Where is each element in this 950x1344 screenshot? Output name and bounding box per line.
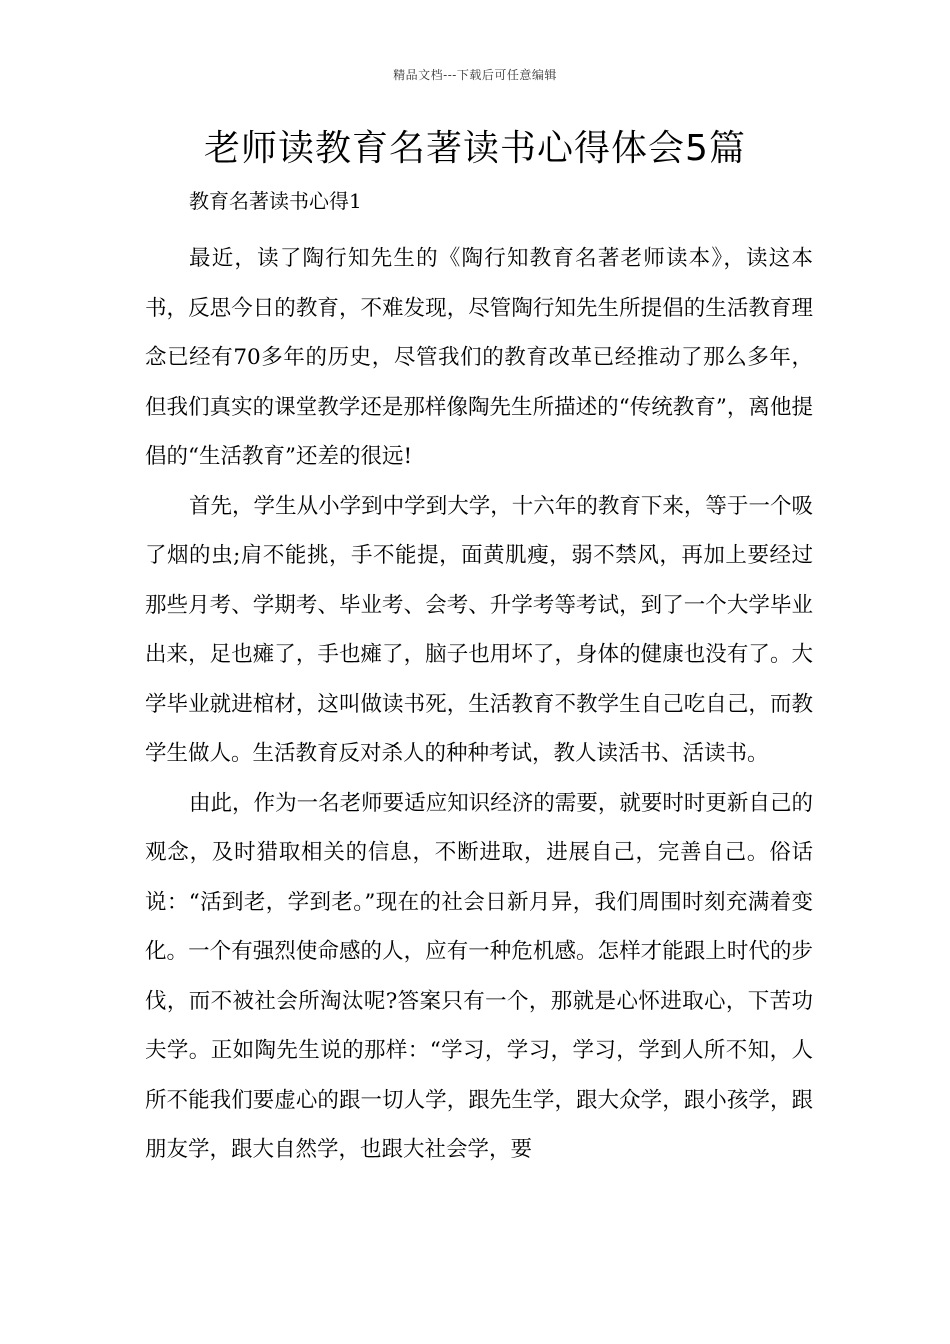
paragraph-2: 首先，学生从小学到中学到大学，十六年的教育下来，等于一个吸了烟的虫;肩不能挑，手不能提，面黄肌瘦，弱不禁风，再加上要经过那些月考、学期考、毕业考、会考、升学考等考试，到了一个大学毕业出来，足也瘫了，手也瘫了，脑子也用坏了，身体的健康也没有了。大学毕业就进棺材，这叫做读书死，生活教育不教学生自己吃自己，而教学生做人。生活教育反对杀人的种种考试，教人读活书、活读书。 <box>145 493 813 766</box>
paragraph-3: 由此，作为一名老师要适应知识经济的需要，就要时时更新自己的观念，及时猎取相关的信息，不断进取，进展自己，完善自己。俗话说：“活到老，学到老。”现在的社会日新月异，我们周围时刻充满着变化。一个有强烈使命感的人，应有一种危机感。怎样才能跟上时代的步伐，而不被社会所淘汰呢?答案只有一个，那就是心怀进取心，下苦功夫学。正如陶先生说的那样：“学习，学习，学习，学到人所不知，人所不能我们要虚心的跟一切人学，跟先生学，跟大众学，跟小孩学，跟朋友学，跟大自然学，也跟大社会学，要 <box>145 790 813 1162</box>
document-title: 老师读教育名著读书心得体会5篇 <box>204 128 746 169</box>
document-body <box>145 184 813 1175</box>
paragraph-1: 最近，读了陶行知先生的《陶行知教育名著老师读本》，读这本书，反思今日的教育，不难发现，尽管陶行知先生所提倡的生活教育理念已经有70多年的历史，尽管我们的教育改革已经推动了那么多年，但我们真实的课堂教学还是那样像陶先生所描述的“传统教育”，离他提倡的“生活教育”还差的很远! <box>145 246 813 469</box>
header-note: 精品文档---下载后可任意编辑 <box>393 68 557 82</box>
section-subtitle: 教育名著读书心得1 <box>189 189 362 213</box>
